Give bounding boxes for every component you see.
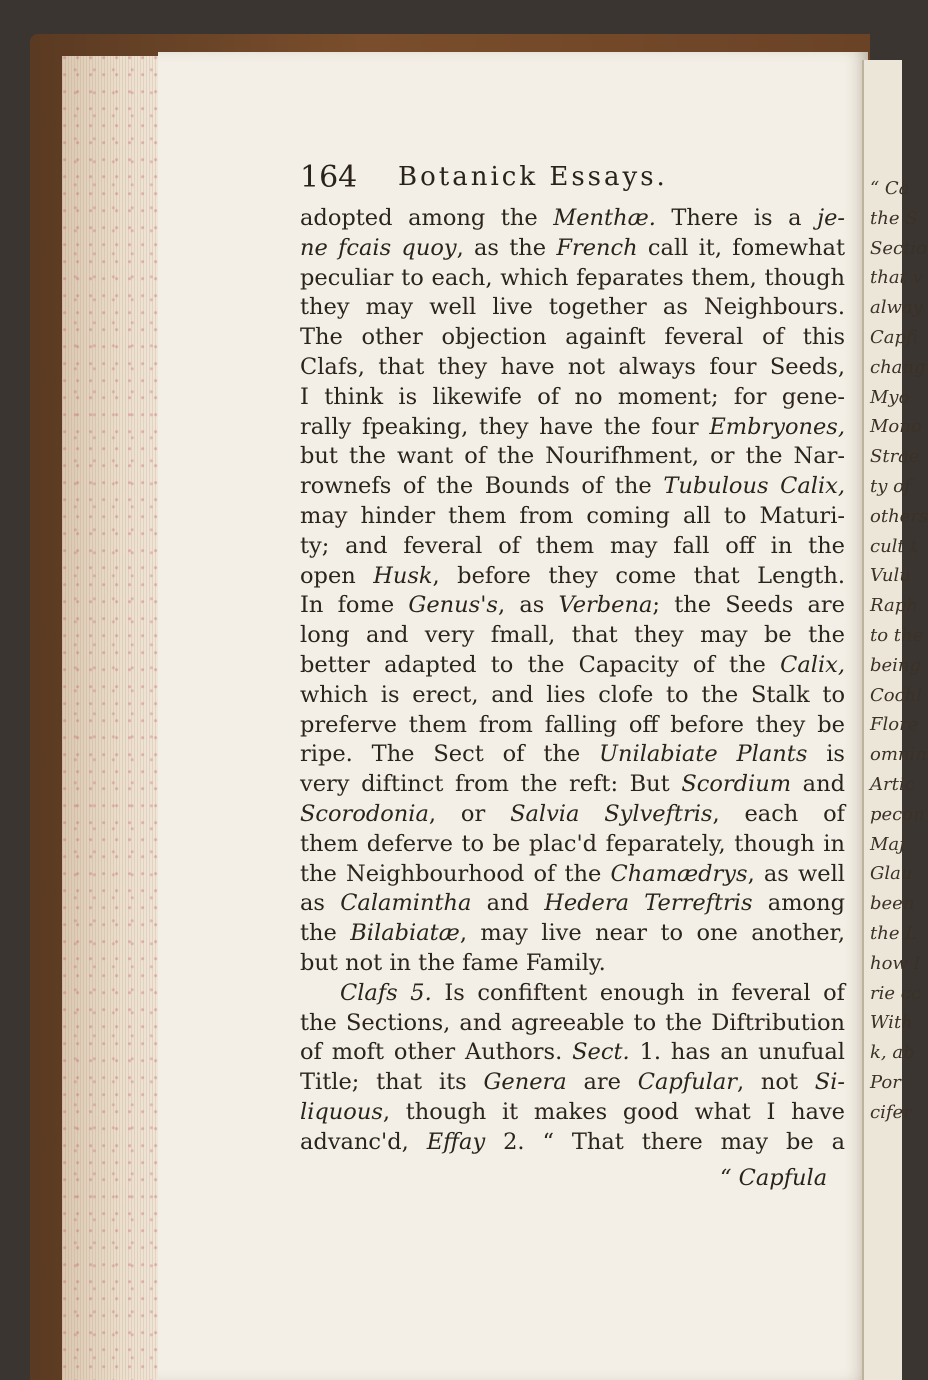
italic-segment: Husk: [373, 562, 433, 589]
italic-segment: Capfular: [637, 1069, 737, 1096]
text-segment: open: [300, 562, 374, 589]
text-segment: as: [300, 890, 341, 917]
italic-segment: Sect.: [572, 1039, 630, 1066]
facing-page-fragment: how I: [870, 952, 921, 974]
text-line: [300, 533, 845, 563]
text-line: [300, 652, 845, 682]
text-line: [300, 414, 845, 444]
italic-segment: Menthæ.: [553, 205, 656, 231]
text-line: [300, 324, 845, 354]
facing-page-fragment: cult t: [870, 535, 918, 557]
facing-page-fragment: Por: [870, 1072, 901, 1093]
text-segment: may hinder them from coming all to Maturi-: [300, 503, 845, 529]
facing-page-fragment: Mono: [870, 416, 922, 438]
text-segment: advanc'd,: [300, 1128, 427, 1155]
italic-segment: liquous: [300, 1099, 383, 1125]
text-line: [300, 265, 845, 295]
text-segment: I think is likewife of no moment; for gene-: [300, 383, 845, 410]
facing-page-fragment: alway: [870, 297, 923, 319]
text-line: [300, 950, 845, 980]
text-line: [300, 861, 845, 891]
italic-segment: Embryones,: [709, 413, 845, 440]
facing-page-fragment: Cochl: [870, 684, 923, 706]
text-line: [300, 920, 845, 950]
facing-page-fragment: Vulu: [870, 565, 911, 587]
text-line: [300, 980, 845, 1010]
text-segment: the: [300, 920, 351, 947]
text-segment: ty; and feveral of them may fall off in the: [300, 532, 845, 559]
text-segment: long and very fmall, that they may be the: [300, 622, 845, 649]
facing-page-fragment: “ Ca: [870, 178, 910, 199]
italic-segment: Genera: [483, 1069, 567, 1096]
text-line: [300, 741, 845, 771]
text-segment: the Neighbourhood of the: [300, 860, 611, 887]
facing-page-fragment: k, ab: [870, 1042, 915, 1064]
text-line: [300, 682, 845, 712]
facing-page-fragment: Capfi: [870, 327, 919, 348]
text-segment: call it, fomewhat: [637, 234, 845, 261]
text-segment: , before they come that Length.: [432, 562, 845, 589]
text-line: [300, 1039, 845, 1069]
facing-page-fragment: Maj: [870, 833, 905, 855]
text-segment: Title; that its: [300, 1069, 484, 1096]
text-segment: they may well live together as Neighbours.: [300, 294, 845, 321]
text-segment: but the want of the Nourifhment, or the Nar-: [300, 443, 845, 470]
text-line: [300, 235, 845, 265]
italic-segment: Verbena: [558, 592, 653, 619]
text-segment: of moft other Authors.: [300, 1039, 573, 1066]
text-segment: , each of: [712, 801, 845, 827]
facing-page-fragment: Flore: [870, 714, 919, 736]
text-line: [300, 473, 845, 503]
facing-page-fragment: omnin: [870, 744, 927, 766]
italic-segment: Salvia Sylveftris: [510, 801, 713, 827]
text-line: [300, 205, 845, 235]
text-segment: among: [752, 890, 845, 917]
text-segment: 1. has an unufual: [629, 1039, 845, 1066]
facing-page-fragment: ty of: [870, 476, 911, 497]
italic-segment: Clafs 5.: [340, 979, 432, 1006]
text-line: [300, 1010, 845, 1040]
text-segment: , though it makes good what I have: [382, 1099, 845, 1125]
italic-segment: Scordium: [681, 771, 792, 798]
text-line: [300, 592, 845, 622]
text-line: [300, 1129, 845, 1159]
facing-page-fragment: Artic: [870, 774, 915, 795]
facing-page-fragment: rie cc: [870, 982, 921, 1004]
text-line: [300, 801, 845, 831]
text-line: [300, 443, 845, 473]
italic-segment: Hedera Terreftris: [544, 890, 753, 917]
facing-page-fragment: Myo: [870, 386, 910, 408]
text-segment: , as the: [456, 234, 557, 261]
text-line: [300, 1099, 845, 1129]
text-line: [300, 712, 845, 742]
italic-segment: Genus's: [408, 592, 498, 619]
facing-page-fragment: being: [870, 654, 922, 676]
page-number: 164: [300, 160, 358, 195]
text-line: [300, 890, 845, 920]
text-segment: 2. “ That there may be a: [485, 1128, 845, 1155]
catchword: “ Capfula: [720, 1165, 828, 1191]
text-segment: , not: [736, 1069, 815, 1096]
running-title: Botanick Essays.: [398, 162, 668, 192]
text-segment: In fome: [300, 592, 409, 619]
text-line: [300, 384, 845, 414]
page-header: [300, 160, 845, 198]
facing-page-fragment: that v: [870, 267, 923, 289]
italic-segment: Scorodonia: [300, 801, 429, 827]
italic-segment: je-: [817, 205, 845, 231]
text-segment: Clafs, that they have not always four Seeds,: [300, 354, 845, 380]
text-line: [300, 622, 845, 652]
facing-page-fragment: been: [870, 893, 915, 915]
italic-segment: Unilabiate Plants: [599, 741, 808, 768]
text-segment: them deferve to be plac'd feparately, though in: [300, 830, 845, 857]
text-segment: adopted among the: [300, 205, 554, 231]
text-segment: peculiar to each, which feparates them, though: [300, 264, 845, 291]
text-line: [300, 354, 845, 384]
facing-page-fragment: Sectio: [870, 237, 927, 259]
text-segment: , may live near to one another,: [459, 920, 845, 947]
facing-page-fragment: to the: [870, 625, 924, 646]
facing-page-fragment: With: [870, 1012, 913, 1034]
facing-page-fragment: cifer: [870, 1101, 912, 1123]
text-segment: very diftinct from the reft: But: [300, 771, 682, 798]
facing-page-fragment: Strae: [870, 446, 920, 468]
text-segment: and: [471, 890, 545, 917]
italic-segment: Si-: [814, 1069, 845, 1096]
facing-page-fragment: others: [870, 505, 928, 527]
facing-page: [862, 60, 928, 1380]
text-line: [300, 294, 845, 324]
text-segment: , as: [497, 592, 559, 619]
text-line: [300, 563, 845, 593]
text-segment: rally fpeaking, they have the four: [300, 413, 710, 440]
text-segment: are: [566, 1069, 638, 1096]
text-segment: and: [791, 771, 845, 798]
facing-page-fragment: Glau: [870, 863, 913, 885]
text-segment: ripe. The Sect of the: [300, 741, 600, 768]
text-segment: ; the Seeds are: [652, 592, 845, 619]
text-line: [300, 503, 845, 533]
italic-segment: Calamintha: [340, 890, 472, 917]
italic-segment: Effay: [426, 1128, 486, 1155]
facing-page-fragment: Raph: [870, 595, 918, 617]
italic-segment: Bilabiatæ: [350, 920, 460, 947]
text-segment: the Sections, and agreeable to the Diftribution: [300, 1009, 845, 1036]
facing-page-fragment: pecon: [870, 803, 925, 825]
facing-page-fragment: the L: [870, 923, 918, 944]
text-segment: which is erect, and lies clofe to the Stalk to: [300, 681, 845, 708]
facing-page-fragment: the S: [870, 207, 918, 229]
text-segment: rownefs of the Bounds of the: [300, 473, 664, 500]
italic-segment: Tubulous Calix,: [663, 473, 845, 500]
text-segment: Is confiftent enough in feveral of: [431, 979, 846, 1006]
italic-segment: French: [556, 234, 638, 261]
italic-segment: Calix,: [780, 652, 845, 678]
text-segment: but not in the fame Family.: [300, 950, 606, 976]
italic-segment: ne fcais quoy: [300, 234, 457, 261]
italic-segment: Chamædrys: [610, 860, 748, 887]
text-segment: There is a: [655, 205, 818, 231]
text-segment: The other objection againft feveral of this: [300, 324, 845, 351]
text-segment: is: [807, 741, 845, 768]
text-line: [300, 1069, 845, 1099]
text-segment: , as well: [747, 860, 845, 887]
text-line: [300, 831, 845, 861]
text-segment: , or: [428, 801, 511, 827]
facing-page-fragment: chang: [870, 356, 926, 378]
text-line: [300, 771, 845, 801]
text-segment: preferve them from falling off before they be: [300, 711, 845, 738]
page-edges-speckle: [62, 56, 160, 1380]
text-segment: better adapted to the Capacity of the: [300, 652, 781, 678]
